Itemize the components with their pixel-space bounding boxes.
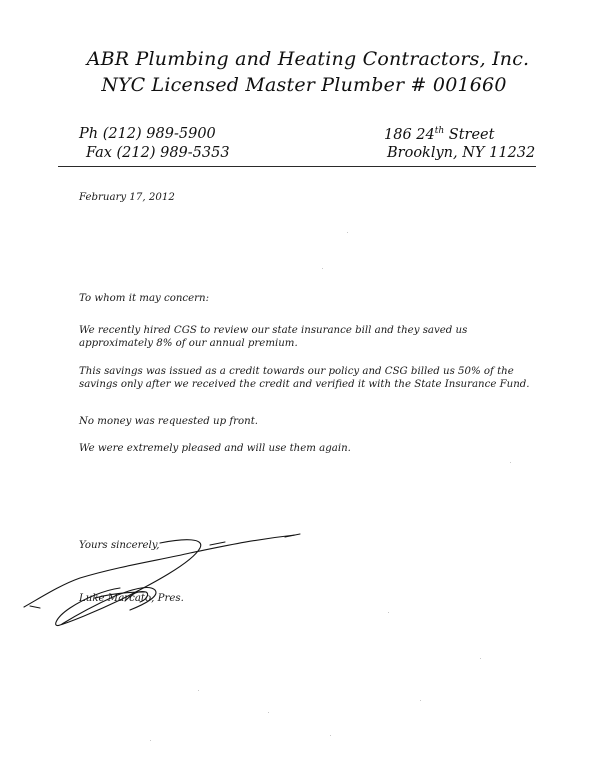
paragraph-2-line-1: This savings was issued as a credit towards our policy and CSG billed us 50% of the	[79, 366, 514, 377]
paragraph-1-line-1: We recently hired CGS to review our state insurance bill and they saved us	[79, 325, 468, 336]
city-state-zip: Brooklyn, NY 11232	[387, 145, 536, 161]
street-name: Street	[444, 127, 495, 143]
paragraph-1-line-2: approximately 8% of our annual premium.	[79, 338, 298, 349]
letter-date: February 17, 2012	[79, 192, 175, 203]
street-address	[384, 126, 494, 143]
phone-number: Ph (212) 989-5900	[79, 126, 216, 142]
paragraph-3: No money was requested up front.	[79, 416, 259, 427]
closing: Yours sincerely,	[79, 540, 160, 551]
fax-number: Fax (212) 989-5353	[86, 145, 230, 161]
street-number: 186 24	[384, 127, 435, 143]
signer-name: Luke Marcato, Pres.	[79, 593, 184, 604]
company-name: ABR Plumbing and Heating Contractors, Inc.	[86, 48, 530, 70]
greeting: To whom it may concern:	[79, 293, 210, 304]
license-line: NYC Licensed Master Plumber # 001660	[101, 74, 507, 96]
paragraph-4: We were extremely pleased and will use them again.	[79, 443, 351, 454]
letterhead-divider	[58, 166, 536, 167]
paragraph-2-line-2: savings only after we received the credit and verified it with the State Insurance Fund.	[79, 379, 530, 390]
street-ordinal-suffix: th	[434, 126, 445, 136]
